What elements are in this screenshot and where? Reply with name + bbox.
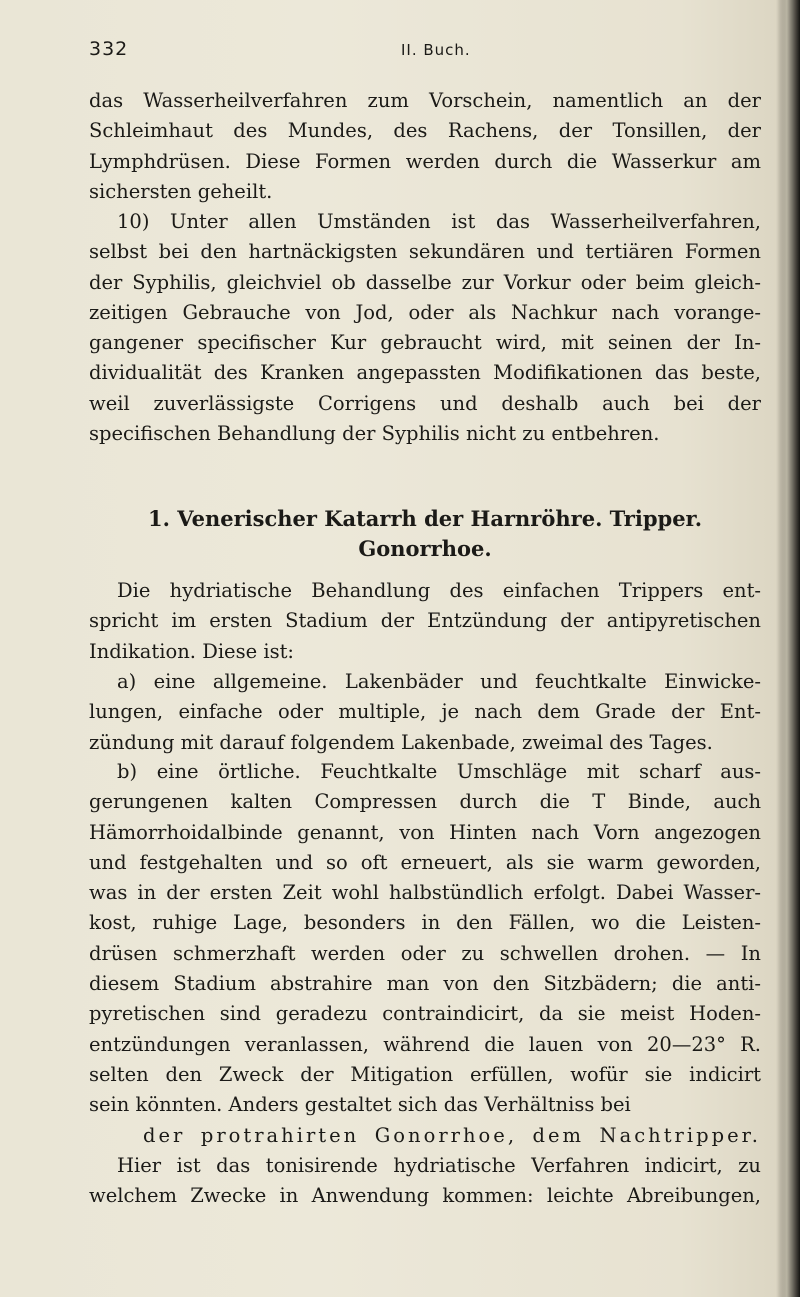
- text-line: zündung mit darauf folgendem Lakenbade, zweimal des Tages.: [89, 730, 713, 754]
- text-line: a) eine allgemeine. Lakenbäder und feuchtkalte Einwicke-: [117, 670, 761, 693]
- text-line: b) eine örtliche. Feuchtkalte Umschläge mit scharf aus-: [117, 760, 761, 783]
- text-line: sichersten geheilt.: [89, 179, 273, 203]
- text-line-spaced: der protrahirten Gonorrhoe, dem Nachtripper.: [143, 1123, 761, 1147]
- paragraph-continuation: [89, 86, 761, 207]
- paragraph-a: [89, 667, 761, 758]
- text-line: entzündungen veranlassen, während die lauen von 20—23° R.: [89, 1032, 761, 1056]
- text-line: das Wasserheilverfahren zum Vorschein, namentlich an der: [89, 89, 761, 112]
- text-line: Indikation. Diese ist:: [89, 639, 294, 663]
- section-heading-line: 1. Venerischer Katarrh der Harnröhre. Tripper.: [147, 506, 703, 531]
- page-header: [89, 38, 749, 68]
- text-line: der Syphilis, gleichviel ob dasselbe zur Vorkur oder beim gleich-: [89, 270, 761, 294]
- text-line: Hier ist das tonisirende hydriatische Verfahren indicirt, zu: [117, 1154, 761, 1177]
- paragraph-b: [89, 757, 761, 1151]
- page-edge-shadow: [778, 0, 800, 1297]
- text-line: dividualität des Kranken angepassten Modifikationen das beste,: [89, 361, 761, 385]
- text-line: kost, ruhige Lage, besonders in den Fällen, wo die Leisten-: [89, 911, 761, 935]
- text-line: sein könnten. Anders gestaltet sich das Verhältniss bei: [89, 1093, 631, 1117]
- text-line: und festgehalten und so oft erneuert, als sie warm geworden,: [89, 850, 761, 874]
- paragraph-point-10: [89, 207, 761, 449]
- text-line: diesem Stadium abstrahire man von den Sitzbädern; die anti-: [89, 972, 761, 996]
- text-line: Hämorrhoidalbinde genannt, von Hinten nach Vorn angezogen: [89, 820, 761, 844]
- text-line: was in der ersten Zeit wohl halbstündlich erfolgt. Dabei Wasser-: [89, 881, 761, 905]
- text-line: gerungenen kalten Compressen durch die T Binde, auch: [89, 790, 761, 814]
- text-line: drüsen schmerzhaft werden oder zu schwellen drohen. — In: [89, 941, 761, 965]
- section-heading: [89, 504, 761, 564]
- text-line: gangener specifischer Kur gebraucht wird, mit seinen der In-: [89, 331, 761, 355]
- running-head: II. Buch.: [401, 41, 471, 59]
- text-line: welchem Zwecke in Anwendung kommen: leichte Abreibungen,: [89, 1184, 761, 1208]
- text-line: spricht im ersten Stadium der Entzündung der antipyretischen: [89, 609, 761, 633]
- text-line: Lymphdrüsen. Diese Formen werden durch die Wasserkur am: [89, 149, 761, 173]
- text-line: Schleimhaut des Mundes, des Rachens, der Tonsillen, der: [89, 119, 761, 143]
- text-line: 10) Unter allen Umständen ist das Wasserheilverfahren,: [117, 210, 761, 233]
- text-line: weil zuverlässigste Corrigens und deshalb auch bei der: [89, 391, 761, 415]
- page-number: 332: [89, 38, 129, 60]
- text-line: zeitigen Gebrauche von Jod, oder als Nachkur nach vorange-: [89, 300, 761, 324]
- text-line: lungen, einfache oder multiple, je nach dem Grade der Ent-: [89, 700, 761, 724]
- text-line: specifischen Behandlung der Syphilis nicht zu entbehren.: [89, 422, 660, 446]
- paragraph-intro: [89, 576, 761, 667]
- section-heading-line: Gonorrhoe.: [358, 536, 492, 561]
- text-line: Die hydriatische Behandlung des einfachen Trippers ent-: [117, 579, 761, 602]
- paragraph-nachtripper: [89, 1151, 761, 1212]
- text-line: pyretischen sind geradezu contraindicirt, da sie meist Hoden-: [89, 1002, 761, 1026]
- text-line: selten den Zweck der Mitigation erfüllen, wofür sie indicirt: [89, 1062, 761, 1086]
- text-line: selbst bei den hartnäckigsten sekundären und tertiären Formen: [89, 240, 761, 264]
